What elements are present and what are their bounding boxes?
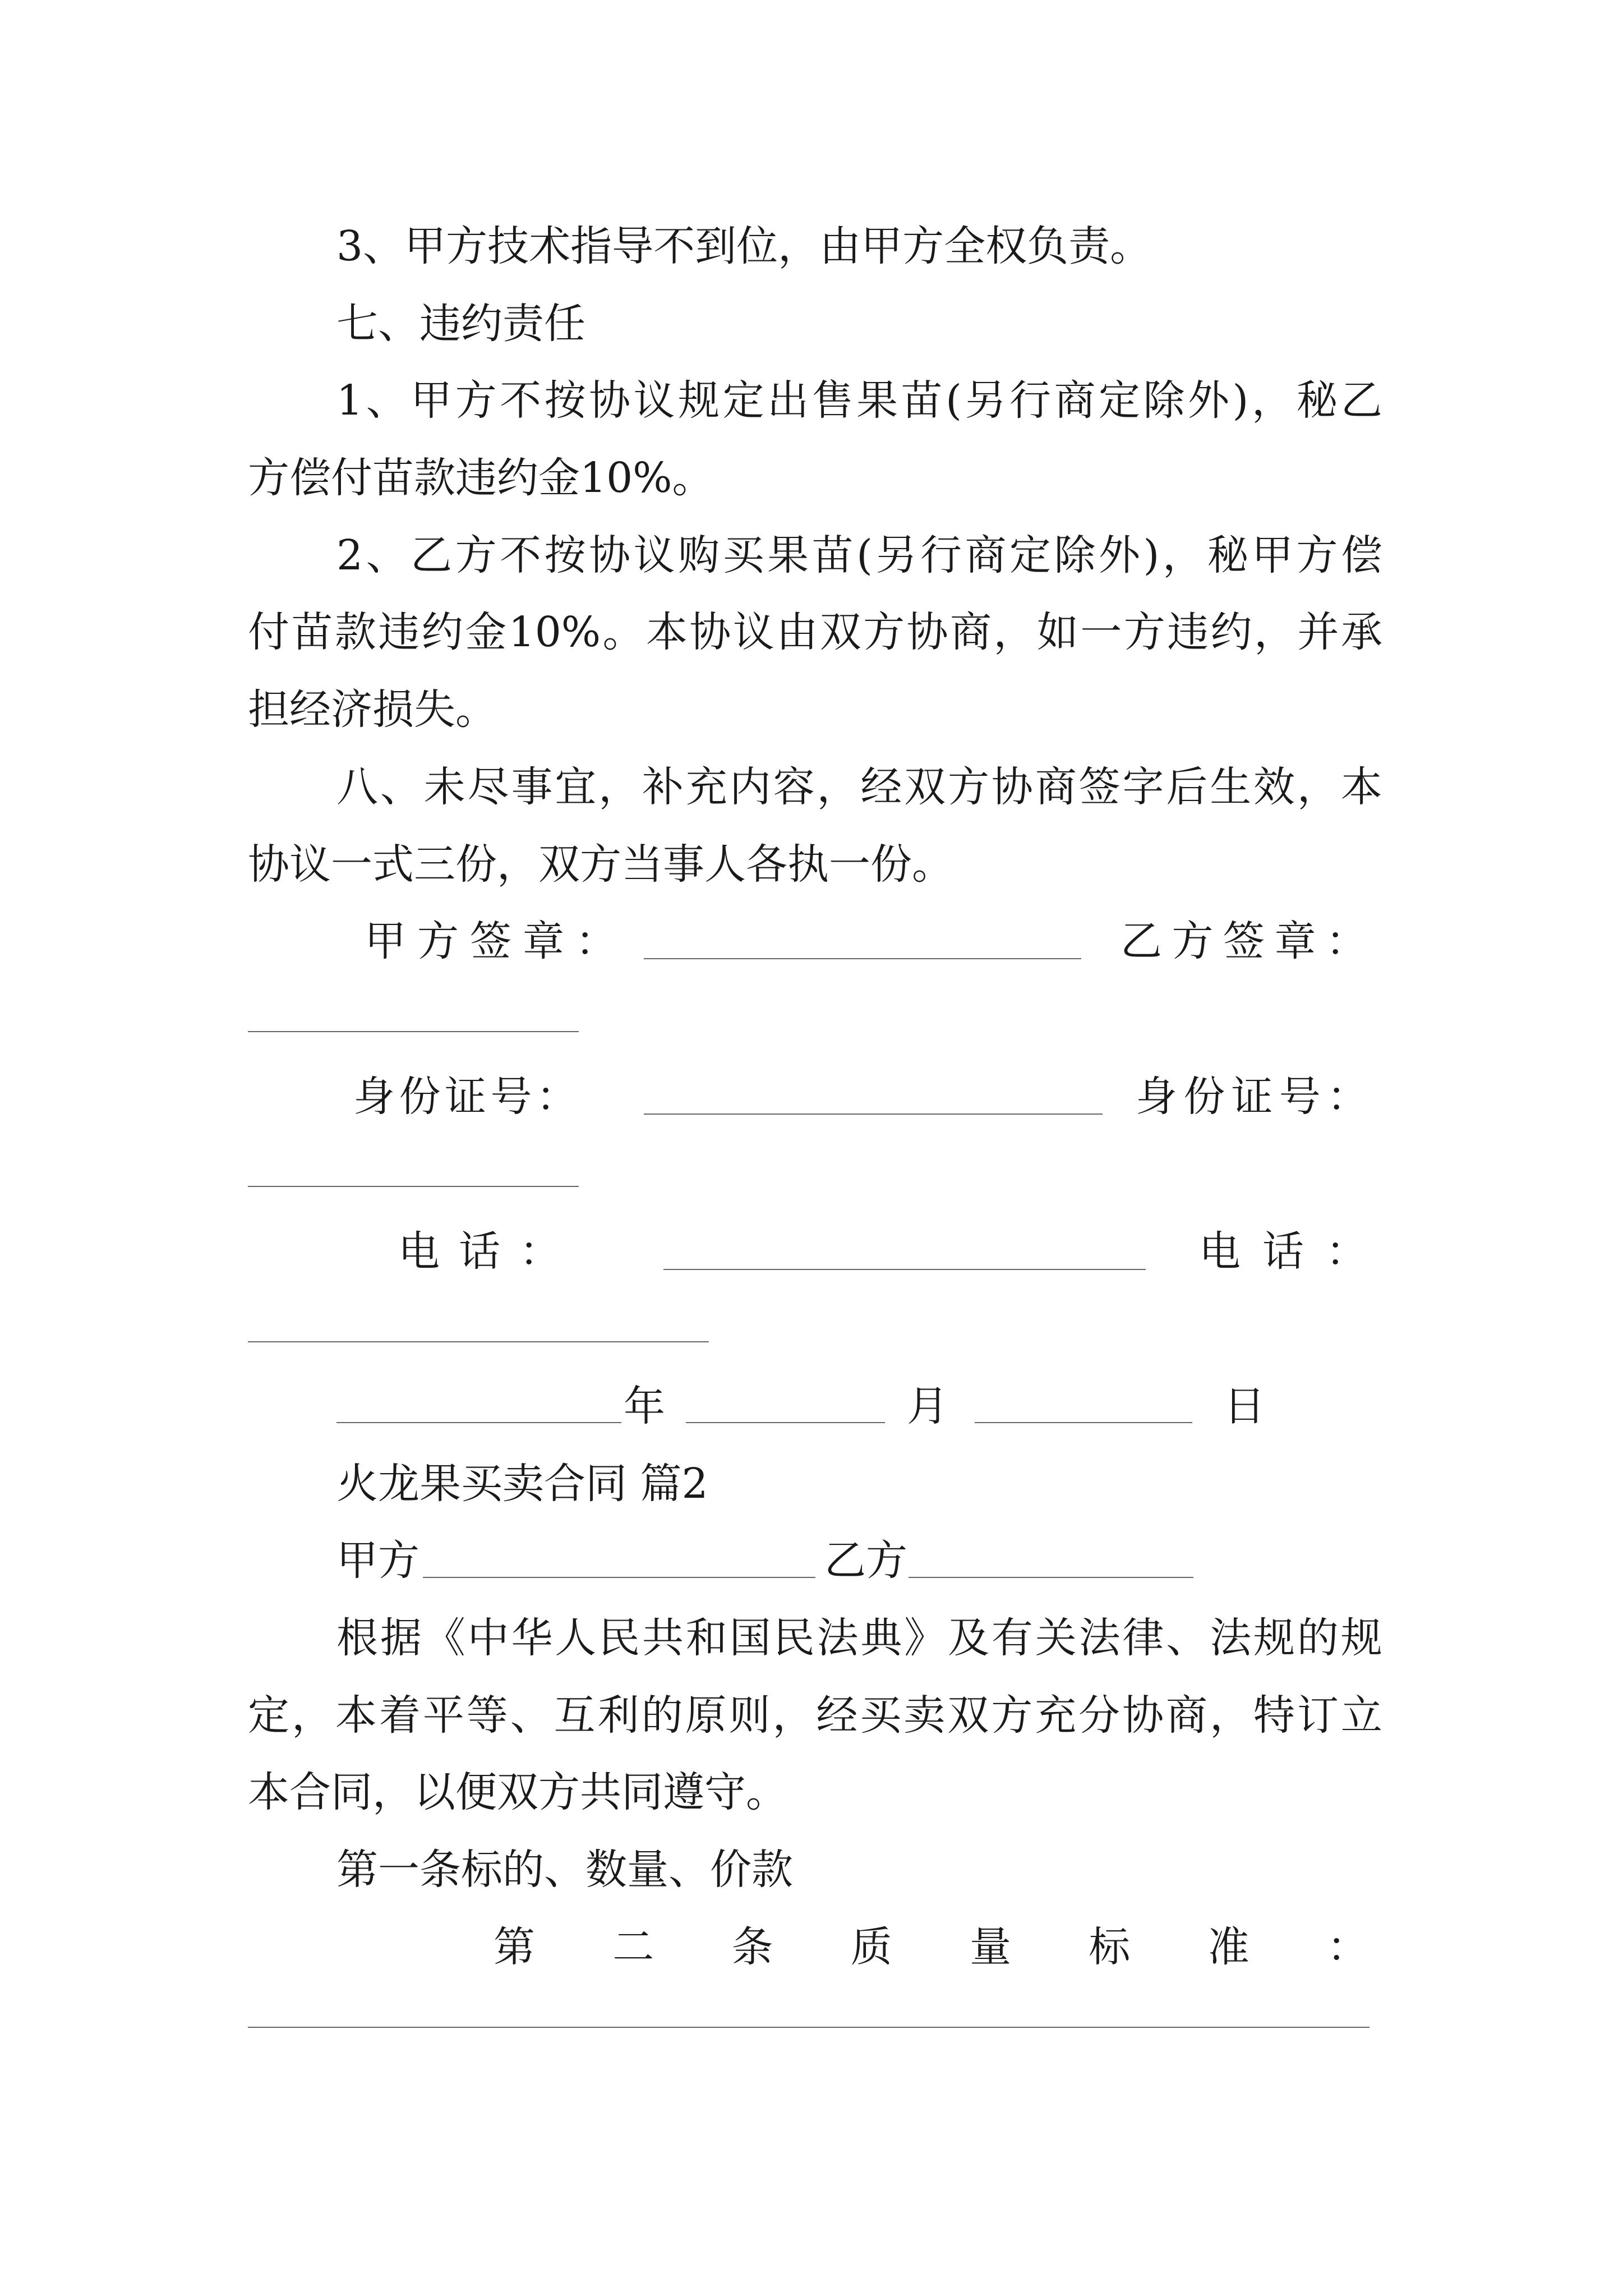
year-blank[interactable] [336,1422,621,1423]
party-a-id-label: 身 份 证 号 ： [353,1073,578,1121]
party-a-name-blank[interactable] [423,1577,815,1578]
party-b-label: 乙方 [824,1536,907,1585]
party-a-label: 甲方 [336,1536,419,1585]
party-b-seal-blank[interactable] [248,1031,579,1032]
party-a-id-blank[interactable] [644,1114,1103,1115]
clause-7-2-line2: 付 苗 款 违 约 金 10% 。 本 协 议 由 双 方 协 商 ， 如 一 方 违 约 ， 并 承 [248,608,1382,656]
contract-2-intro-line1: 根 据 《 中 华 人 民 共 和 国 民 法 典 》 及 有 关 法 律 、 法 规 的 规 [336,1614,1382,1662]
month-label: 月 [907,1382,948,1430]
contract-2-intro-line2: 定 ， 本 着 平 等 、 互 利 的 原 则 ， 经 买 卖 双 方 充 分 协 商 ， 特 订 立 [248,1691,1382,1740]
clause-8-line1: 八 、 未 尽 事 宜 ， 补 充 内 容 ， 经 双 方 协 商 签 字 后 生 效 ， 本 [336,763,1382,811]
clause-7-2-line1: 2 、 乙 方 不 按 协 议 购 买 果 苗 ( 另 行 商 定 除 外 ) ， 秘 甲 方 偿 [336,531,1382,579]
party-b-id-blank[interactable] [248,1186,579,1187]
clause-7-1-line2: 方偿付苗款违约金10%。 [248,454,714,502]
year-label: 年 [624,1382,665,1430]
article-1-heading: 第一条标的、数量、价款 [336,1846,793,1894]
party-b-id-label: 身 份 证 号 ： [1136,1073,1368,1121]
party-b-phone-blank[interactable] [248,1341,709,1342]
contract-2-intro-line3: 本合同，以便双方共同遵守。 [248,1768,787,1816]
party-a-phone-label: 电 话 ： [398,1227,561,1276]
article-2-heading: 第 二 条 质 量 标 准 ： [494,1923,1368,1971]
party-a-seal-blank[interactable] [644,958,1081,959]
section-7-heading: 七、违约责任 [336,300,585,348]
party-a-phone-blank[interactable] [663,1269,1146,1270]
day-blank[interactable] [975,1422,1192,1423]
clause-7-2-line3: 担经济损失。 [248,685,497,734]
party-b-seal-label: 乙 方 签 章 ： [1121,917,1367,965]
clause-7-1-line1: 1 、 甲 方 不 按 协 议 规 定 出 售 果 苗 ( 另 行 商 定 除 外 ) ， 秘 乙 [336,376,1382,425]
party-a-seal-label: 甲 方 签 章 ： [365,917,617,965]
month-blank[interactable] [686,1422,885,1423]
day-label: 日 [1224,1382,1265,1430]
party-b-phone-label: 电 话 ： [1199,1227,1367,1276]
contract-2-title: 火龙果买卖合同 篇2 [336,1460,708,1508]
clause-8-line2: 协议一式三份，双方当事人各执一份。 [248,840,953,889]
clause-6-3: 3、甲方技术指导不到位，由甲方全权负责。 [336,222,1152,270]
party-b-name-blank[interactable] [909,1577,1193,1578]
article-2-blank[interactable] [248,2027,1370,2028]
